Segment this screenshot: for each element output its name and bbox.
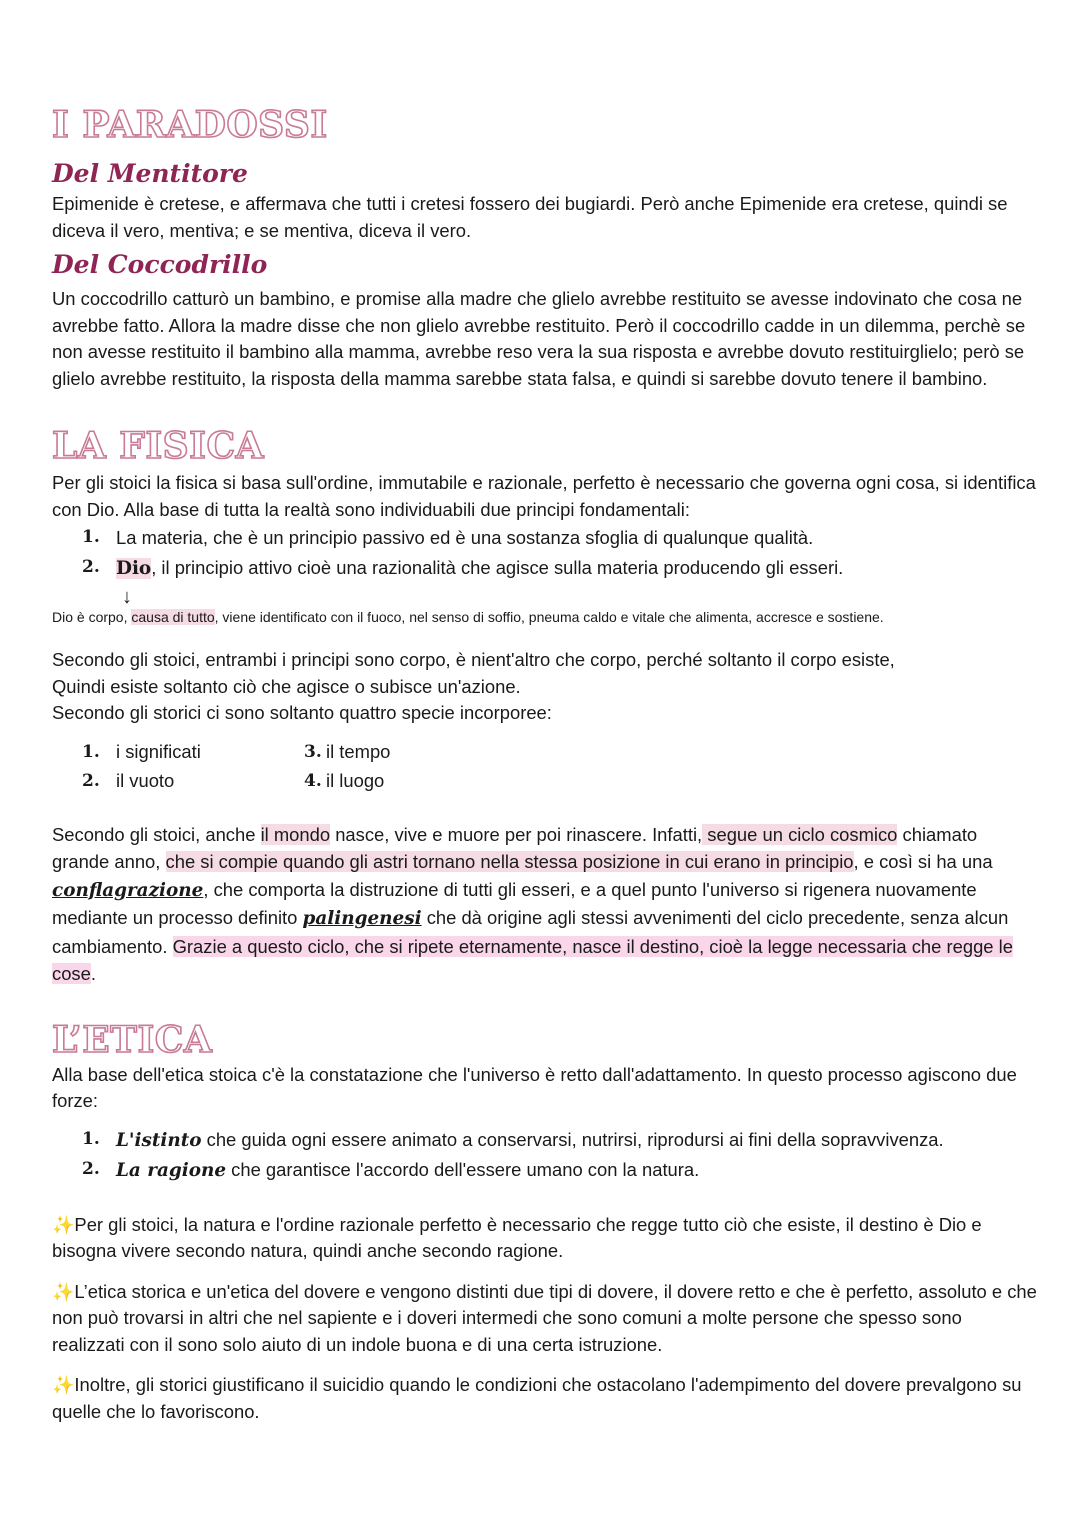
list-item [82,739,304,766]
list-number: 3. [304,741,322,762]
section-title-etica: L’ETICA [52,1020,1037,1060]
principles-list [52,523,1037,583]
section-title-paradossi: I PARADOSSI [52,105,1037,145]
text-span: , che comporta la distruzione di tutti gli esseri, e a quel punto l'universo si rigenera nuovamente mediante un processo definito [52,878,977,928]
paragraph-ciclo [52,821,1037,988]
text-span: che dà origine agli stessi avvenimenti del ciclo precedente, senza alcun cambiamento. [52,907,1009,957]
paragraph-etica-point-2 [52,1279,1037,1359]
paragraph-etica-intro: Alla base dell'etica stoica c'è la constatazione che l'universo è retto dall'adattamento. In questo processo agiscono due forze: [52,1063,1017,1111]
list-number: 2. [82,771,100,791]
paragraph-fisica-intro: Per gli stoici la fisica si basa sull'ordine, immutabile e razionale, perfetto è necessario che governa ogni cosa, si identifica con Dio. Alla base di tutta la realtà sono individuabili due principi fondamentali: [52,472,1036,520]
term-conflagrazione: conflagrazione [52,879,204,901]
sparkle-icon: ✨ [52,1281,75,1302]
list-text: che guida ogni essere animato a conservarsi, nutrirsi, riprodursi ai fini della sopravvivenza. [201,1128,944,1150]
list-text: La materia, che è un principio passivo ed è una sostanza sfoglia di qualunque qualità. [116,527,814,548]
term-palingenesi: palingenesi [302,908,422,929]
sparkle-icon: ✨ [52,1375,75,1395]
subtitle-coccodrillo: Del Coccodrillo [52,250,268,279]
highlight-destino: Grazie a questo ciclo, che si ripete eternamente, nasce il destino, cioè la legge necessaria che regge le cose [52,935,1013,984]
forze-list [52,1125,1037,1186]
list-number: 1. [82,527,100,547]
text-span: L’etica storica e un'etica del dovere e vengono distinti due tipi di dovere, il dovere retto e che è perfetto, assoluto e che non può trovarsi in altri che nel sapiente e i doveri intermedi che sono comuni a molte persone che spesso sono realizzati con il sono solo aiuto di un indole buona e di una certa istruzione. [52,1280,1037,1355]
paragraph-etica-point-1 [52,1212,1037,1265]
highlight-ciclo-cosmico: segue un ciclo cosmico [702,823,898,845]
term-ragione: La ragione [116,1160,227,1181]
list-number: 4. [304,771,322,791]
list-item [82,553,1037,584]
term-istinto: L'istinto [116,1129,202,1151]
highlight-causa: causa di tutto [131,609,215,625]
list-text: il vuoto [116,770,175,791]
text-span: , e così si ha una [853,851,993,872]
list-text: il tempo [326,740,391,762]
text-span: Inoltre, gli storici giustificano il suicidio quando le condizioni che ostacolano l'adempimento del dovere prevalgono su quelle che lo favoriscono. [52,1374,1022,1422]
text-span: Secondo gli stoici, anche [52,823,261,845]
down-arrow-icon: ↓ [122,586,132,608]
list-number: 1. [82,741,100,762]
text-span: , viene identificato con il fuoco, nel senso di soffio, pneuma caldo e vitale che alimenta, accresce e sostiene. [214,609,884,625]
list-text: , il principio attivo cioè una razionalità che agisce sulla materia producendo gli esseri. [151,556,844,578]
list-text: il luogo [326,770,385,791]
document-page [52,105,1037,1425]
list-number: 2. [82,1159,100,1179]
paragraph-dio-note [52,607,1037,627]
text-span: nasce, vive e muore per poi rinascere. Infatti, [330,823,703,845]
list-item [82,768,304,795]
paragraph-coccodrillo: Un coccodrillo catturò un bambino, e promise alla madre che glielo avrebbe restituito se avesse indovinato che cosa ne avrebbe fatto. Allora la madre disse che non glielo avrebbe restituito. Però il coccodrillo cadde in un dilemma, perchè se non avesse restituito il bambino alla mamma, avrebbe reso vera la sua risposta e avrebbe dovuto restituirglielo; però se glielo avrebbe restituito, la risposta della mamma sarebbe stata falsa, e quindi si sarebbe dovuto tenere il bambino. [52,288,1026,389]
list-number: 1. [82,1128,100,1149]
paragraph-etica-point-3 [52,1372,1037,1425]
list-text: i significati [116,740,201,762]
line-corpo-2: Quindi esiste soltanto ciò che agisce o subisce un'azione. [52,675,521,697]
paragraph-mentitore: Epimenide è cretese, e affermava che tutti i cretesi fossero dei bugiardi. Però anche Epimenide era cretese, quindi se diceva il vero, mentiva; e se mentiva, diceva il vero. [52,193,1008,241]
text-span: . [90,963,96,984]
paragraph-corpo [52,647,1037,727]
list-item [82,1125,1037,1156]
text-span: chiamato grande anno, [52,823,978,872]
subtitle-mentitore: Del Mentitore [52,159,248,188]
section-title-fisica: LA FISICA [52,426,1037,466]
list-text: che garantisce l'accordo dell'essere umano con la natura. [226,1159,700,1180]
list-item [304,739,504,766]
incorporee-list [52,739,1037,795]
term-dio: Dio [116,557,152,579]
list-item [82,1155,1037,1186]
sparkle-icon: ✨ [52,1214,75,1235]
line-corpo-1: Secondo gli stoici, entrambi i principi sono corpo, è nient'altro che corpo, perché soltanto il corpo esiste, [52,649,895,670]
list-item [82,523,1037,553]
highlight-mondo: il mondo [260,823,331,845]
line-corpo-3: Secondo gli storici ci sono soltanto quattro specie incorporee: [52,702,552,723]
list-item [304,768,504,795]
text-span: Per gli stoici, la natura e l'ordine razionale perfetto è necessario che regge tutto ciò che esiste, il destino è Dio e bisogna vivere secondo natura, quindi anche secondo ragione. [52,1213,982,1261]
list-number: 2. [82,556,100,577]
highlight-astri: che si compie quando gli astri tornano nella stessa posizione in cui erano in principio [165,851,854,872]
text-span: Dio è corpo, [52,609,132,625]
